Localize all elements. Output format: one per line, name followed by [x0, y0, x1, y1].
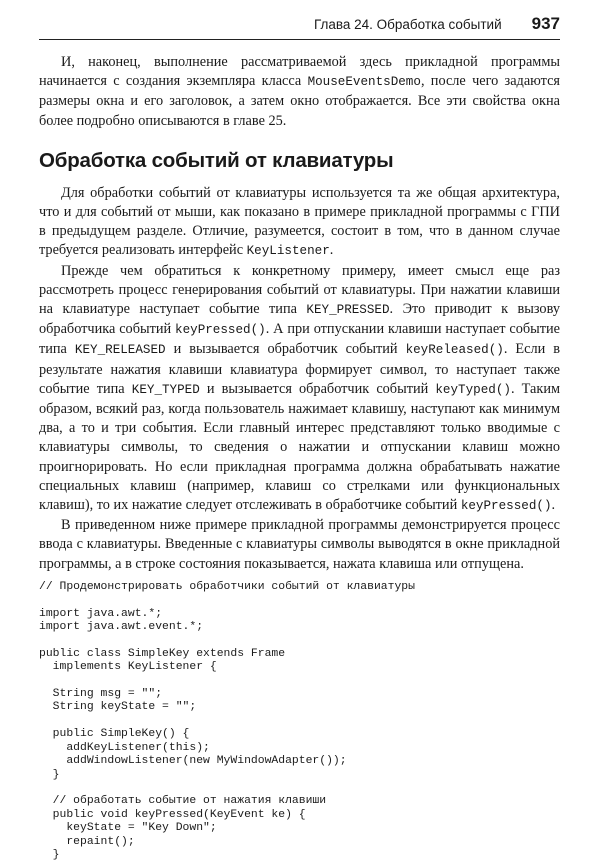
inline-code: KEY_RELEASED [74, 343, 166, 358]
code-line [39, 634, 560, 647]
inline-code: KeyListener [246, 244, 330, 259]
code-line: public void keyPressed(KeyEvent ke) { [39, 808, 306, 821]
paragraph-event-generation [39, 262, 560, 517]
section-heading: Обработка событий от клавиатуры [39, 148, 394, 172]
text-run: . Это приводит к вызову обработчика событий [39, 301, 560, 338]
code-line: } [39, 768, 60, 781]
code-line: keyState = "Key Down"; [39, 822, 217, 835]
code-line: addWindowListener(new MyWindowAdapter()); [39, 755, 347, 768]
code-line [39, 715, 560, 728]
inline-code: KEY_TYPED [131, 382, 200, 397]
running-head [39, 0, 560, 40]
code-listing [39, 581, 560, 862]
paragraph-architecture [39, 184, 560, 262]
code-line: String keyState = ""; [39, 701, 197, 714]
code-line: repaint(); [39, 835, 135, 848]
text-run: . Если в результате нажатия клавиши клавиатура формирует символ, то наступает также событие типа [39, 341, 560, 397]
text-run: . Таким образом, всякий раз, когда пользователь нажимает клавишу, наступают как минимум два, а то и три события. Если главный интерес представляют только вводимые с клавиатуры символы, то сведения о нажатии и отпускании клавиш можно проигнорировать. Но если прикладная программа должна обрабатывать нажатие специальных клавиш (например, клавиш со стрелками или функциональных клавиш), то их нажатие следует отслеживать в обработчике событий [39, 380, 561, 514]
code-line: addKeyListener(this); [39, 741, 210, 754]
inline-code: MouseEventsDemo [307, 75, 421, 90]
code-line: // обработать событие от нажатия клавиши [39, 795, 327, 808]
text-run: . [329, 242, 334, 259]
code-line: String msg = ""; [39, 688, 163, 701]
text-run: , после чего задаются размеры окна и его заголовок, а затем окно отображается. Все эти свойства окна более подробно описываются в главе 25. [39, 73, 561, 129]
code-line: import java.awt.*; [39, 607, 163, 620]
text-run: . [551, 497, 556, 514]
inline-code: keyPressed() [175, 323, 266, 338]
chapter-title: Глава 24. Обработка событий [313, 17, 502, 32]
inline-code: keyPressed() [460, 499, 552, 514]
code-line: public class SimpleKey extends Frame [39, 647, 286, 660]
code-line: // Продемонстрировать обработчики событий от клавиатуры [39, 580, 415, 593]
text-run: Для обработки событий от клавиатуры используется та же общая архитектура, что и для событий от мыши, как показано в примере прикладной программы с ГПИ в предыдущем разделе. Отличие, разумеется, состоит в том, что в данном случае требуется реализовать интерфейс [39, 184, 560, 259]
inline-code: keyTyped() [435, 382, 511, 397]
text-run: Прежде чем обратиться к конкретному примеру, имеет смысл еще раз рассмотреть процесс генерирования событий от клавиатуры. При нажатии клавиши на клавиатуре наступает событие типа [39, 262, 560, 318]
intro-paragraph [39, 53, 560, 131]
code-line: } [39, 848, 60, 861]
text-run: и вызывается обработчик событий [165, 341, 406, 358]
code-line [39, 594, 560, 607]
text-run: И, наконец, выполнение рассматриваемой здесь прикладной программы начинается с создания экземпляра класса [39, 54, 560, 90]
inline-code: keyReleased() [405, 343, 504, 358]
text-run: и вызывается обработчик событий [199, 380, 436, 397]
code-line: import java.awt.event.*; [39, 621, 204, 634]
inline-code: KEY_PRESSED [306, 303, 390, 318]
code-line: implements KeyListener { [39, 661, 217, 674]
code-line: public SimpleKey() { [39, 728, 190, 741]
code-line [39, 675, 560, 688]
text-run: . А при отпускании клавиши наступает событие типа [39, 321, 560, 358]
code-line [39, 782, 560, 795]
page-number: 937 [531, 14, 560, 33]
text-run: В приведенном ниже примере прикладной программы демонстрируется процесс ввода с клавиатуры. Введенные с клавиатуры символы выводятся в окне прикладной программы, а в строке состояния показывается, нажата клавиша или отпущена. [39, 517, 560, 572]
paragraph-example-intro [39, 516, 560, 574]
